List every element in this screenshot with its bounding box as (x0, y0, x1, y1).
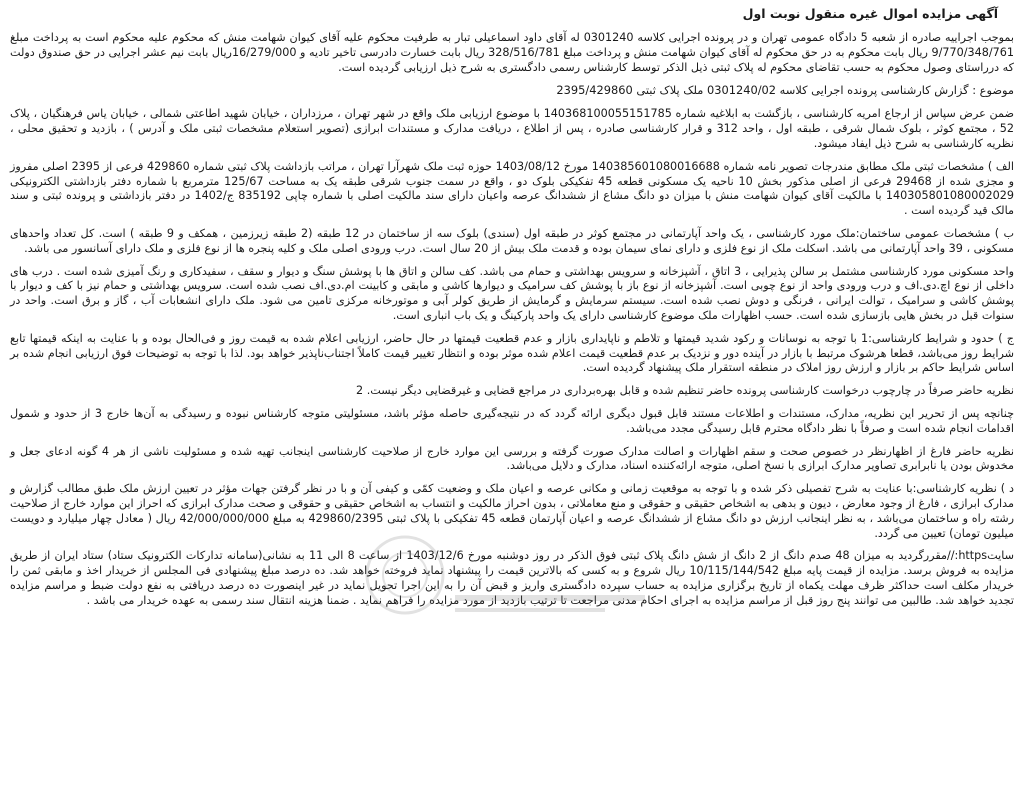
condition-2-paragraph: نظریه حاضر صرفاً در چارچوب درخواست کارشناسی پرونده حاضر تنظیم شده و قابل بهره‌برداری در مراجع قضایی و غیرقضایی دیگر نیست. 2 (356, 384, 1014, 398)
conditions-paragraph: ج ) حدود و شرایط کارشناسی:1 با توجه به نوسانات و رکود شدید قیمتها و تلاطم و ناپایداری بازار و عدم قطعیت قیمتها در حال حاضر، ارزیابی اعلام شده به قیمت روز و فی‌الحال بوده و با عنایت به اینکه قیمتها تابع شرایط روز می‌باشد، قطعا هرشوک مرتبط با بازار در آینده دور و نزدیک بر عدم قطعیت قیمت اعلام شده موثر بوده و انتظار تغییر قیمت کاملاً اجتناب‌ناپذیر خواهد بود. لذا با توجه به توضیحات فوق ارزیابی انجام شده بر اساس شرایط حاکم بر بازار و ارزش روز املاک در منطقه استقرار ملک پیشنهاد گردیده است. (10, 331, 1014, 375)
report-subject: موضوع : گزارش کارشناسی پرونده اجرایی کلاسه 0301240/02 ملک پلاک ثبتی 2395/429860 (556, 83, 1014, 98)
condition-3-paragraph: چنانچه پس از تحریر این نظریه، مدارک، مستندات و اطلاعات مستند قابل قبول دیگری ارائه گردد که در نتیجه‌گیری حاصله مؤثر باشد، مسئولیتی متوجه کارشناس نبوده و رسیدگی به آن‌ها خارج 3 از حدود و شمول اقدامات انجام شده است و صرفاً با نظر دادگاه محترم قابل رسیدگی مجدد می‌باشد. (10, 406, 1015, 435)
registry-details-paragraph: الف ) مشخصات ثبتی ملک مطابق مندرجات تصویر نامه شماره 140385601080016688 مورخ 1403/08/12 حوزه ثبت ملک شهرآرا تهران ، مراتب بازداشت پلاک ثبتی شماره 429860 فرعی از 2395 اصلی مفروز و مجزی شده از 29468 فرعی از اصلی مذکور بخش 10 ناحیه یک مسکونی قطعه 45 تفکیکی بلوک دو ، واقع در سمت جنوب شرقی طبقه یک به مساحت 125/67 مترمربع با شماره دفتر بازداشتی الکترونیکی 140305801080002029 با مالکیت آقای کیوان شهامت منش با میزان دو دانگ مشاع از ششدانگ عرصه واعیان دارای سند مالکیت اصلی با شماره چاپی 835192 ج/1402 در دفتر بازداشتی و پرونده ثبتی و سند مالک قید گردیده است . (10, 159, 1014, 218)
auction-terms-paragraph: سایتhttps://مقررگردید به میزان 48 صدم دانگ از 2 دانگ از شش دانگ پلاک ثبتی فوق الذکر در روز دوشنبه مورخ 1403/12/6 از ساعت 8 الی 11 به نشانی(سامانه تدارکات الکترونیک ستاد) ستاد ایران از طریق مزایده به فروش برسد. مزایده از قیمت پایه مبلغ 10/115/144/542 ریال شروع و به کسی که بالاترین قیمت را پیشنهاد نماید فروخته خواهد شد. ده درصد مبلغ پیشنهادی فی المجلس از خریدار اخذ و مابقی ثمن را خریدار مکلف است حداکثر ظرف مهلت یکماه از تاریخ برگزاری مزایده به حساب سپرده دادگستری واریز و قبض آن را به این اجرا تحویل نماید در غیر اینصورت ده درصد دریافتی به نفع دولت ضبط و مراسم مزایده تجدید خواهد شد. طالبین می توانند پنج روز قبل از مراسم مزایده به اجرای احکام مدنی مراجعت تا ترتیب بازدید از مورد مزایده را فراهم نماید . ضمنا هزینه انتقال سند رسمی به عهده خریدار می باشد . (10, 549, 1014, 607)
report-intro-paragraph: ضمن عرض سپاس از ارجاع امریه کارشناسی ، بازگشت به ابلاغیه شماره 140368100055151785 با موضوع ارزیابی ملک واقع در شهر تهران ، مرزداران ، خیابان شهید اطاعتی شمالی ، خیابان یاس فرهنگیان ، پلاک 52 ، مجتمع کوثر ، بلوک شمال شرقی ، طبقه اول ، واحد 312 و قرار کارشناسی صادره ، پس از اطلاع ، دریافت مدارک و مستندات ابرازی (تصویر استعلام مشخصات ثبتی ملک و آدرس ) ، بازدید و تحقیق محلی ، نظریه کارشناسی به شرح ذیل ایفاد میشود. (10, 107, 1015, 150)
intro-paragraph: بموجب اجراییه صادره از شعبه 5 دادگاه عمومی تهران و در پرونده اجرایی کلاسه 0301240 له آقای داود اسماعیلی تبار به طرفیت محکوم علیه آقای کیوان شهامت منش که محکوم علیه محکوم است به پرداخت مبلغ 9/770/348/761 ریال بابت محکوم به در حق محکوم له آقای کیوان شهامت منش و پرداخت مبلغ 328/516/781 ریال بابت خسارت دادرسی تاخیر تادیه و 16/279/000ریال بابت نیم عشر اجرایی در حق صندوق دولت که درراستای وصول محکوم به حسب تقاضای محکوم له پلاک ثبتی ذیل الذکر توسط کارشناس رسمی دادگستری به شرح ذیل ارزیابی گردیده است. (10, 31, 1015, 74)
expert-opinion-paragraph: د ) نظریه کارشناسی:با عنایت به شرح تفصیلی ذکر شده و با توجه به موقعیت زمانی و مکانی عرصه و اعیان ملک و وضعیت کمّی و کیفی آن و با در نظر گرفتن جهات مؤثر در تعیین ارزش ملک طبق مطالب گزارش و مدارک ابرازی ، فارغ از وجود معارض ، دیون و بدهی به اشخاص حقیقی و حقوقی و منع معاملاتی ، بدون احراز مالکیت و انتساب به اشخاص حقیقی و حقوقی و صحت مدارک ابرازی که احراز این موارد خارج از صلاحیت رشته راه و ساختمان می‌باشد ، به نظر اینجانب ارزش دو دانگ مشاع از ششدانگ عرصه و اعیان آپارتمان قطعه 45 تفکیکی با پلاک ثبتی 429860/2395 به مبلغ 42/000/000/000 ریال ( معادل چهار میلیارد و دویست میلیون تومان) تعیین می گردد. (10, 482, 1014, 540)
unit-description-paragraph: واحد مسکونی مورد کارشناسی مشتمل بر سالن پذیرایی ، 3 اتاق ، آشپزخانه و سرویس بهداشتی و حمام می باشد. کف سالن و اتاق ها با پوشش سنگ و دیوار و سقف ، سفیدکاری و رنگ آمیزی شده است . درب های داخلی از نوع اچ.دی.اف و درب ورودی واحد از نوع چوبی است. آشپزخانه از نوع باز با پوشش کف سرامیک و دیوارها کاشی و مابقی و کابینت ام.دی.اف نصب شده است. سرویس بهداشتی و حمام نیز با کف و دیوار با پوشش کاشی و سرامیک ، توالت ایرانی ، فرنگی و دوش نصب شده است. سیستم سرمایش و گرمایش از طریق کولر آبی و موتورخانه مرکزی تامین می شود. ملک دارای انشعابات آب ، گاز و برق است. واحد در سنوات قبل در بخش هایی بازسازی شده است. حسب اظهارات ملک موضوع کارشناسی دارای یک واحد پارکینگ و یک باب انباری است. (10, 264, 1014, 322)
notice-title: آگهی مزایده اموال غیره منقول نوبت اول (742, 6, 998, 21)
condition-4-paragraph: نظریه حاضر فارغ از اظهارنظر در خصوص صحت و سقم اظهارات و اصالت مدارک صورت گرفته و بررسی این موارد خارج از صلاحیت کارشناسی اینجانب تهیه شده و مسئولیت ناشی از هر 4 گونه ادعای جعل و مخدوش بودن یا نابرابری تصاویر مدارک ابرازی با نسخ اصلی، متوجه ارائه‌کننده اسناد، مدارک و دلایل می‌باشد. (10, 444, 1015, 473)
building-specs-paragraph: ب ) مشخصات عمومی ساختمان:ملک مورد کارشناسی ، یک واحد آپارتمانی در مجتمع کوثر در طبقه اول (سندی) بلوک سه از ساختمان در 12 طبقه (2 طبقه زیرزمین ، همکف و 9 طبقه ) است. کل تعداد واحدهای مسکونی ، 39 واحد آپارتمانی می باشد. اسکلت ملک از نوع فلزی و دارای نمای سیمان بوده و قدمت ملک بیش از 20 سال است. درب ورودی اصلی ملک و کلیه پنجره ها از نوع فلزی و ملک دارای آسانسور می باشد. (10, 226, 1014, 255)
